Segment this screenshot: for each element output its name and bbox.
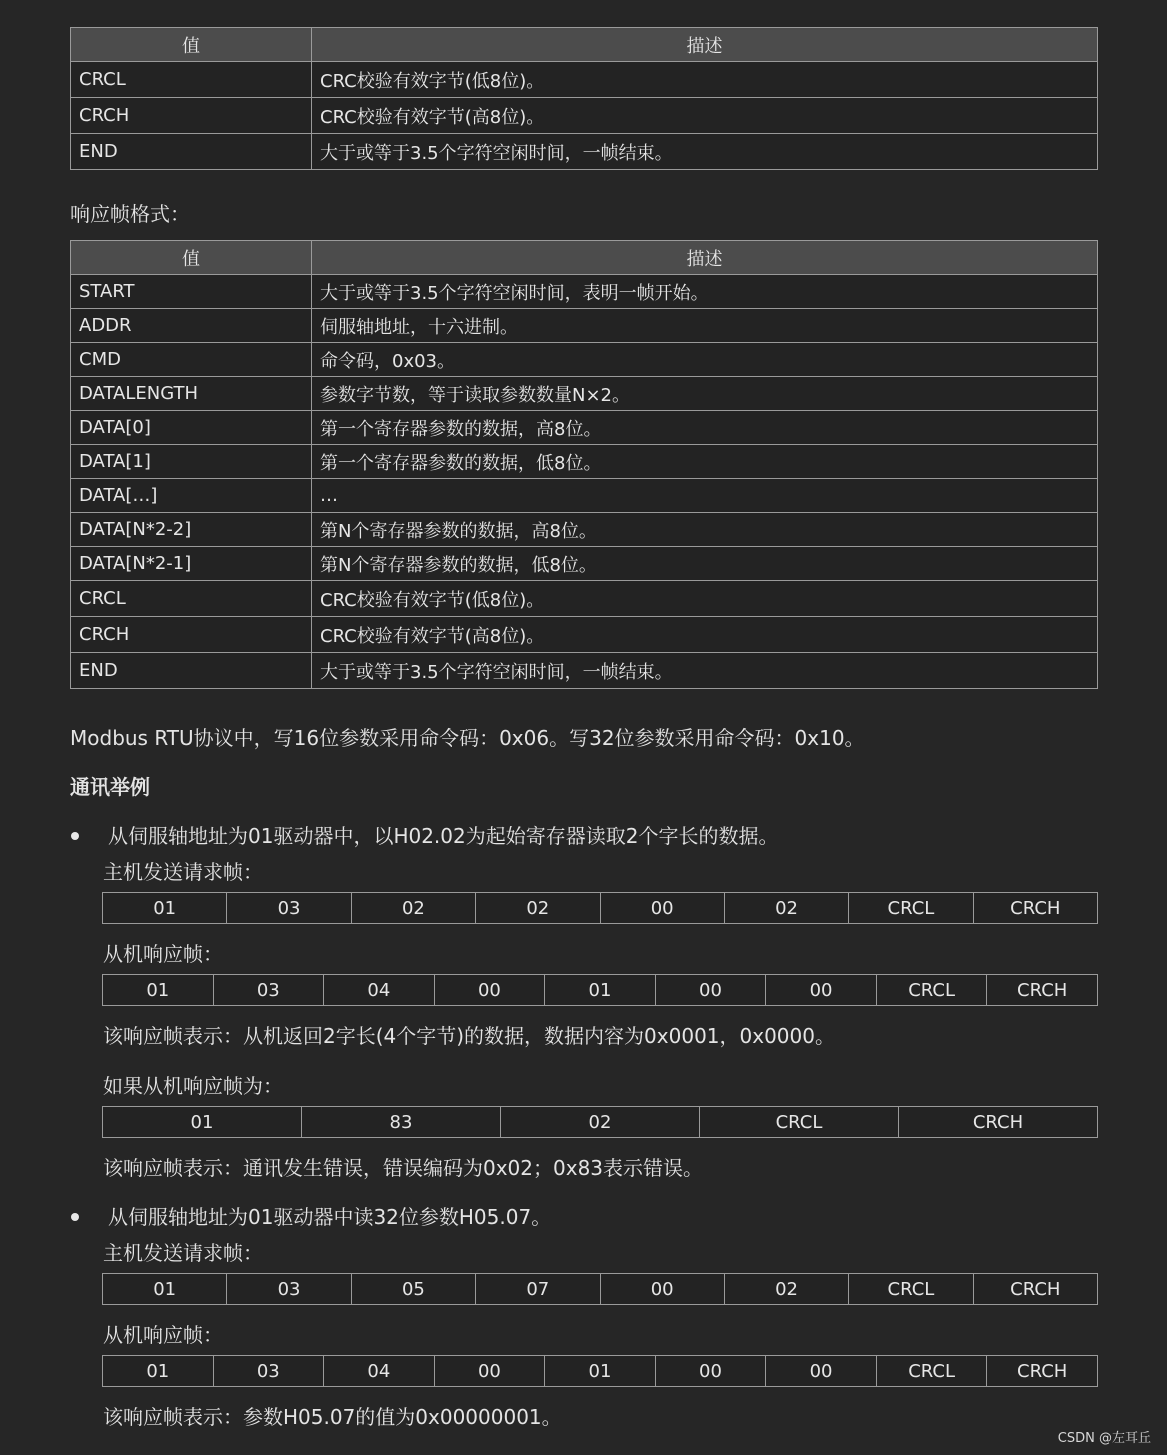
example1-request-frame [102,892,1098,924]
frame-byte: CRCH [987,975,1098,1006]
cell-desc: CRC校验有效字节(高8位)。 [312,98,1098,134]
frame-byte: 00 [766,975,877,1006]
frame-row [103,1356,1098,1387]
frame-byte: CRCH [973,1274,1097,1305]
frame-byte: CRCL [849,893,973,924]
frame-byte: 00 [600,1274,724,1305]
response-format-label: 响应帧格式： [70,202,190,226]
table-row [71,134,1098,170]
example1-error-frame [102,1106,1098,1138]
bullet-icon [71,1213,79,1221]
frame-byte: 04 [324,1356,435,1387]
watermark: CSDN @左耳丘 [1057,1431,1151,1446]
table-header-row [71,241,1098,275]
cell-desc: 参数字节数，等于读取参数数量N×2。 [312,377,1098,411]
frame-byte: 02 [724,893,848,924]
frame-byte: 03 [213,975,324,1006]
example2-title: 从伺服轴地址为01驱动器中读32位参数H05.07。 [108,1205,552,1229]
frame-byte: 00 [600,893,724,924]
bullet-icon [71,832,79,840]
example2-request-label: 主机发送请求帧： [103,1241,263,1265]
section-heading-example: 通讯举例 [70,775,150,799]
example1-error-label: 如果从机响应帧为： [103,1074,283,1098]
cell-value: ADDR [71,309,312,343]
frame-byte: 03 [227,893,351,924]
cell-desc: 第N个寄存器参数的数据，高8位。 [312,513,1098,547]
table-row [71,513,1098,547]
table-row [71,275,1098,309]
frame-byte: 02 [724,1274,848,1305]
frame-byte: 02 [351,893,475,924]
table-header-row [71,28,1098,62]
frame-byte: CRCL [849,1274,973,1305]
cell-desc: 大于或等于3.5个字符空闲时间，一帧结束。 [312,653,1098,689]
cell-value: END [71,653,312,689]
column-header-value: 值 [71,241,312,275]
table-row [71,445,1098,479]
frame-byte: 01 [545,975,656,1006]
write-command-note: Modbus RTU协议中，写16位参数采用命令码：0x06。写32位参数采用命令码：0x10。 [70,726,865,750]
table-row [71,98,1098,134]
example1-request-label: 主机发送请求帧： [103,860,263,884]
table-row [71,617,1098,653]
example1-response-note: 该响应帧表示：从机返回2字长(4个字节)的数据，数据内容为0x0001，0x0000。 [103,1024,835,1048]
frame-byte: 02 [476,893,600,924]
frame-byte: CRCL [876,1356,987,1387]
frame-byte: 04 [324,975,435,1006]
table-row [71,62,1098,98]
frame-row [103,1274,1098,1305]
cell-desc: 大于或等于3.5个字符空闲时间，表明一帧开始。 [312,275,1098,309]
frame-byte: 03 [227,1274,351,1305]
column-header-desc: 描述 [312,241,1098,275]
frame-byte: 00 [434,975,545,1006]
example2-response-frame [102,1355,1098,1387]
example1-error-note: 该响应帧表示：通讯发生错误，错误编码为0x02；0x83表示错误。 [103,1156,704,1180]
cell-desc: 第一个寄存器参数的数据，低8位。 [312,445,1098,479]
response-format-table [70,240,1098,689]
cell-value: CMD [71,343,312,377]
cell-value: DATA[1] [71,445,312,479]
frame-row [103,893,1098,924]
cell-value: DATALENGTH [71,377,312,411]
cell-value: CRCL [71,581,312,617]
cell-value: DATA[…] [71,479,312,513]
cell-desc: CRC校验有效字节(低8位)。 [312,62,1098,98]
frame-byte: 83 [302,1107,501,1138]
column-header-desc: 描述 [312,28,1098,62]
frame-byte: 00 [766,1356,877,1387]
frame-byte: 00 [434,1356,545,1387]
cell-value: DATA[0] [71,411,312,445]
cell-desc: 大于或等于3.5个字符空闲时间，一帧结束。 [312,134,1098,170]
request-format-table [70,27,1098,170]
frame-byte: 01 [103,893,227,924]
example1-response-label: 从机响应帧： [103,942,223,966]
example2-response-label: 从机响应帧： [103,1323,223,1347]
example2-response-note: 该响应帧表示：参数H05.07的值为0x00000001。 [103,1405,562,1429]
example2-request-frame [102,1273,1098,1305]
frame-byte: 01 [103,1274,227,1305]
frame-byte: 01 [103,1107,302,1138]
table-row [71,411,1098,445]
cell-value: DATA[N*2-2] [71,513,312,547]
frame-row [103,1107,1098,1138]
table-row [71,377,1098,411]
cell-desc: … [312,479,1098,513]
frame-byte: CRCL [700,1107,899,1138]
cell-value: DATA[N*2-1] [71,547,312,581]
cell-value: CRCH [71,617,312,653]
frame-byte: CRCH [899,1107,1098,1138]
frame-byte: 03 [213,1356,324,1387]
cell-value: CRCH [71,98,312,134]
cell-value: END [71,134,312,170]
cell-desc: 第一个寄存器参数的数据，高8位。 [312,411,1098,445]
frame-byte: CRCH [973,893,1097,924]
frame-byte: 01 [103,1356,214,1387]
cell-value: START [71,275,312,309]
column-header-value: 值 [71,28,312,62]
cell-desc: CRC校验有效字节(高8位)。 [312,617,1098,653]
table-row [71,547,1098,581]
cell-desc: 伺服轴地址，十六进制。 [312,309,1098,343]
frame-byte: 01 [545,1356,656,1387]
cell-desc: 第N个寄存器参数的数据，低8位。 [312,547,1098,581]
frame-byte: CRCH [987,1356,1098,1387]
cell-desc: 命令码，0x03。 [312,343,1098,377]
example1-response-frame [102,974,1098,1006]
table-row [71,309,1098,343]
frame-byte: 00 [655,975,766,1006]
cell-desc: CRC校验有效字节(低8位)。 [312,581,1098,617]
table-row [71,479,1098,513]
frame-byte: 01 [103,975,214,1006]
table-row [71,581,1098,617]
table-row [71,653,1098,689]
frame-byte: 05 [351,1274,475,1305]
table-row [71,343,1098,377]
frame-byte: 02 [501,1107,700,1138]
example1-title: 从伺服轴地址为01驱动器中，以H02.02为起始寄存器读取2个字长的数据。 [108,824,779,848]
cell-value: CRCL [71,62,312,98]
frame-byte: 00 [655,1356,766,1387]
frame-row [103,975,1098,1006]
frame-byte: CRCL [876,975,987,1006]
frame-byte: 07 [476,1274,600,1305]
